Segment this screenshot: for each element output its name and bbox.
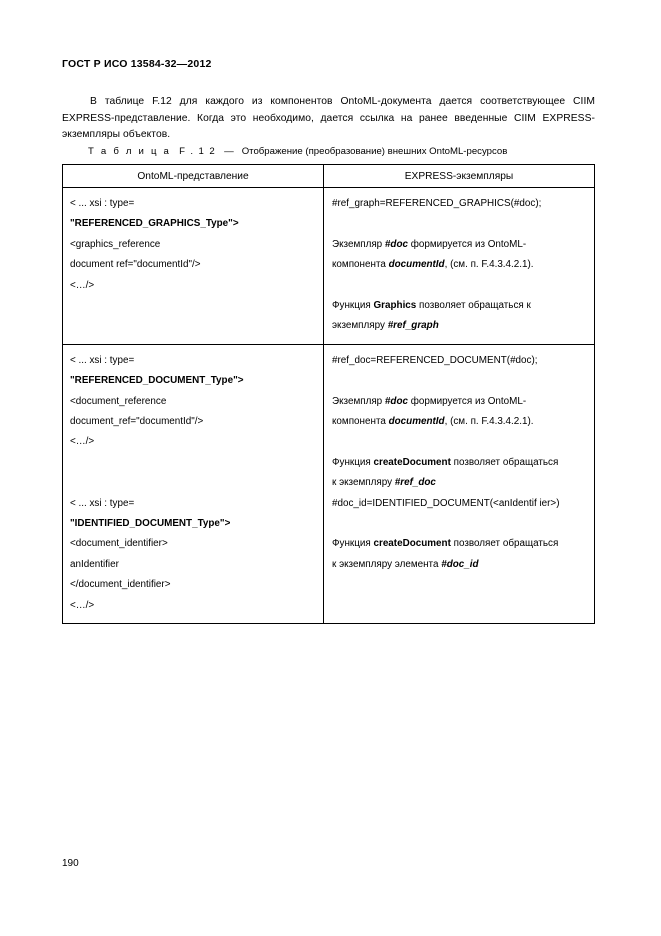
text-run: , (см. п. F.4.3.4.2.1). xyxy=(444,416,534,428)
text-run-emphasis: documentId xyxy=(388,416,445,428)
text-run-emphasis: createDocument xyxy=(373,538,451,550)
code-line: "IDENTIFIED_DOCUMENT_Type"> xyxy=(70,518,231,530)
column-header-ontoml: OntoML-представление xyxy=(63,165,324,188)
text-run: , (см. п. F.4.3.4.2.1). xyxy=(444,259,534,271)
spacer-line xyxy=(70,453,316,473)
code-line: <…/> xyxy=(70,599,95,611)
express-line xyxy=(332,473,587,493)
code-line: <…/> xyxy=(70,279,95,291)
cell-express-graphics xyxy=(324,188,595,345)
code-line: document ref="documentId"/> xyxy=(70,259,201,271)
caption-title: Отображение (преобразование) внешних OntoML-ресурсов xyxy=(241,146,508,157)
code-line: anIdentifier xyxy=(70,558,119,570)
express-line xyxy=(332,555,587,575)
code-line: document_ref="documentId"/> xyxy=(70,416,204,428)
text-run-emphasis: createDocument xyxy=(373,456,451,468)
express-line xyxy=(332,316,587,336)
table-row xyxy=(63,188,595,345)
text-run-emphasis: Graphics xyxy=(373,300,417,311)
spacer-line xyxy=(332,371,587,391)
text-run-emphasis: documentId xyxy=(388,259,445,271)
express-line xyxy=(332,453,587,473)
spacer-line xyxy=(332,276,587,296)
text-run: Функция xyxy=(332,300,374,311)
text-run: позволяет обращаться к xyxy=(416,300,531,311)
mapping-table xyxy=(62,164,595,624)
running-header: ГОСТ Р ИСО 13584-32—2012 xyxy=(62,58,212,70)
text-run-emphasis: #doc_id xyxy=(441,558,479,570)
spacer-line xyxy=(70,473,316,493)
spacer-line xyxy=(332,514,587,534)
spacer-line xyxy=(332,214,587,234)
code-line: </document_identifier> xyxy=(70,579,171,591)
caption-number: F . 1 2 xyxy=(179,146,217,157)
code-line: <document_identifier> xyxy=(70,538,168,550)
table-row xyxy=(63,344,595,623)
table-header-row xyxy=(63,165,595,188)
cell-ontoml-document xyxy=(63,344,324,623)
column-header-express: EXPRESS-экземпляры xyxy=(324,165,595,188)
text-run: позволяет обращаться xyxy=(450,538,559,550)
code-line: < ... xsi : type= xyxy=(70,497,135,509)
table-caption xyxy=(88,146,507,157)
express-line xyxy=(332,296,587,316)
caption-label: Т а б л и ц а xyxy=(88,146,172,157)
text-run: к экземпляру элемента xyxy=(332,558,442,570)
text-run: Функция xyxy=(332,538,374,550)
text-run: Экземпляр xyxy=(332,238,385,250)
text-run-emphasis: #doc xyxy=(384,238,408,250)
express-line xyxy=(332,534,587,554)
text-run: Экземпляр xyxy=(332,395,385,407)
express-line xyxy=(332,255,587,275)
intro-paragraph: В таблице F.12 для каждого из компонентов OntoML-документа дается соответствующее CIIM EXPRESS-представление. Когда это необходимо, дается ссылка на ранее введенные CIIM EXPRESS-экземпляры объектов. xyxy=(62,96,595,141)
code-line: < ... xsi : type= xyxy=(70,354,135,366)
caption-dash: — xyxy=(224,146,234,157)
code-line: <document_reference xyxy=(70,395,167,407)
text-run: к экземпляру xyxy=(332,477,395,489)
code-line: "REFERENCED_DOCUMENT_Type"> xyxy=(70,375,244,387)
page-number: 190 xyxy=(62,858,79,869)
code-line: "REFERENCED_GRAPHICS_Type"> xyxy=(70,218,239,230)
text-run-emphasis: #ref_doc xyxy=(394,477,436,489)
text-run: формируется из OntoML- xyxy=(407,238,527,250)
express-line: #ref_doc=REFERENCED_DOCUMENT(#doc); xyxy=(332,354,538,366)
text-run: экземпляру xyxy=(332,320,388,332)
text-run: компонента xyxy=(332,259,389,271)
express-line: #ref_graph=REFERENCED_GRAPHICS(#doc); xyxy=(332,198,542,209)
text-run: компонента xyxy=(332,416,389,428)
text-run-emphasis: #doc xyxy=(384,395,408,407)
cell-ontoml-graphics xyxy=(63,188,324,345)
cell-express-document xyxy=(324,344,595,623)
code-line: <…/> xyxy=(70,436,95,448)
express-line xyxy=(332,412,587,432)
express-line: #doc_id=IDENTIFIED_DOCUMENT(<anIdentif ier>) xyxy=(332,497,560,509)
code-line: <graphics_reference xyxy=(70,238,161,250)
express-line xyxy=(332,392,587,412)
text-run: формируется из OntoML- xyxy=(407,395,527,407)
spacer-line xyxy=(332,432,587,452)
text-run: Функция xyxy=(332,456,374,468)
code-line: < ... xsi : type= xyxy=(70,198,135,209)
text-run: позволяет обращаться xyxy=(450,456,559,468)
express-line xyxy=(332,235,587,255)
text-run-emphasis: #ref_graph xyxy=(387,320,439,332)
